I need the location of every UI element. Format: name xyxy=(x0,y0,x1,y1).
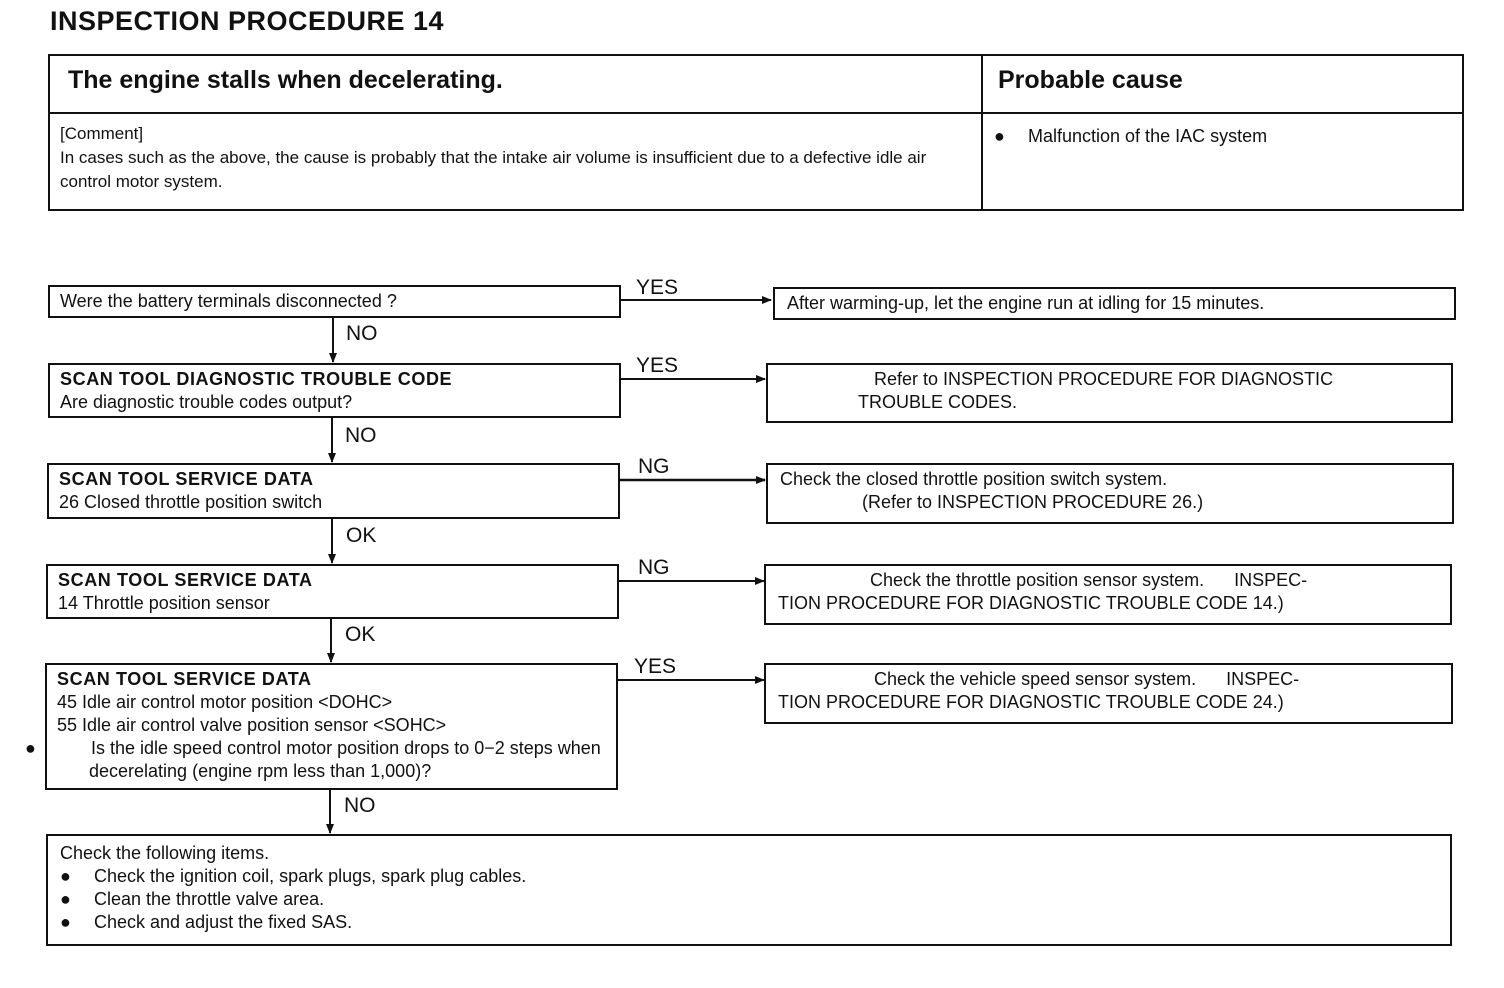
decision-heading: SCAN TOOL SERVICE DATA xyxy=(57,669,312,689)
decision-item: 45 Idle air control motor position <DOHC> xyxy=(57,692,393,712)
decision-box-iac xyxy=(25,663,618,790)
decision-item: 14 Throttle position sensor xyxy=(58,593,270,613)
branch-label-ng: NG xyxy=(638,556,670,579)
result-text: Check the vehicle speed sensor system. INSPEC- xyxy=(874,669,1300,689)
result-box-warmup xyxy=(773,287,1456,320)
result-text: TION PROCEDURE FOR DIAGNOSTIC TROUBLE CODE 24.) xyxy=(778,692,1284,712)
branch-label-yes: YES xyxy=(636,276,679,299)
decision-item: 55 Idle air control valve position sensor <SOHC> xyxy=(57,715,447,735)
decision-item: 26 Closed throttle position switch xyxy=(59,492,323,512)
continue-label-ok: OK xyxy=(345,623,376,646)
result-text: After warming-up, let the engine run at idling for 15 minutes. xyxy=(787,293,1265,313)
bullet-icon: ● xyxy=(60,866,71,886)
branch-label-yes: YES xyxy=(636,354,679,377)
result-box-tps xyxy=(764,564,1452,625)
decision-heading: SCAN TOOL SERVICE DATA xyxy=(58,570,313,590)
symptom-heading: The engine stalls when decelerating. xyxy=(68,66,503,94)
continue-label-no: NO xyxy=(344,794,376,817)
result-text: (Refer to INSPECTION PROCEDURE 26.) xyxy=(862,492,1204,512)
result-text: Check the throttle position sensor system. INSPEC- xyxy=(870,570,1308,590)
decision-question: Were the battery terminals disconnected ? xyxy=(60,291,397,311)
decision-bullet xyxy=(25,737,606,783)
result-text: TROUBLE CODES. xyxy=(858,392,1018,412)
branch-label-ng: NG xyxy=(638,455,670,478)
decision-heading: SCAN TOOL SERVICE DATA xyxy=(59,469,314,489)
bullet-icon: ● xyxy=(994,126,1005,146)
result-text: TION PROCEDURE FOR DIAGNOSTIC TROUBLE CODE 14.) xyxy=(778,593,1284,613)
result-box-closed-throttle xyxy=(766,463,1454,524)
final-check-box xyxy=(46,834,1452,946)
comment-text: In cases such as the above, the cause is probably that the intake air volume is insufficient due to a defective idle air control motor system. xyxy=(60,148,927,191)
continue-label-no: NO xyxy=(345,424,377,447)
bullet-icon: ● xyxy=(25,738,36,758)
decision-box-dtc xyxy=(48,363,621,418)
bullet-icon: ● xyxy=(60,889,71,909)
bullet-icon: ● xyxy=(60,912,71,932)
final-item: ● Check the ignition coil, spark plugs, spark plug cables. xyxy=(60,866,527,886)
branch-label-yes: YES xyxy=(634,655,677,678)
result-box-vss xyxy=(764,663,1453,724)
final-item: ● Clean the throttle valve area. xyxy=(60,889,325,909)
final-intro: Check the following items. xyxy=(60,843,270,863)
comment-label: [Comment] xyxy=(60,124,144,143)
continue-label-ok: OK xyxy=(346,524,377,547)
result-text: Check the closed throttle position switch system. xyxy=(780,469,1168,489)
final-item: ● Check and adjust the fixed SAS. xyxy=(60,912,353,932)
decision-heading: SCAN TOOL DIAGNOSTIC TROUBLE CODE xyxy=(60,369,453,389)
cause-text: Malfunction of the IAC system xyxy=(1028,126,1268,146)
decision-box-battery xyxy=(48,285,621,318)
continue-label-no: NO xyxy=(346,322,378,345)
probable-cause-heading: Probable cause xyxy=(998,66,1183,94)
decision-box-closed-throttle xyxy=(47,463,620,519)
decision-box-tps xyxy=(46,564,619,619)
result-box-dtc xyxy=(766,363,1453,423)
result-text: Refer to INSPECTION PROCEDURE FOR DIAGNOSTIC xyxy=(874,369,1334,389)
decision-question: Is the idle speed control motor position drops to 0−2 steps when decerelating (engine rpm less than 1,000)? xyxy=(89,738,601,781)
decision-question: Are diagnostic trouble codes output? xyxy=(60,392,353,412)
page-title: INSPECTION PROCEDURE 14 xyxy=(50,6,445,36)
